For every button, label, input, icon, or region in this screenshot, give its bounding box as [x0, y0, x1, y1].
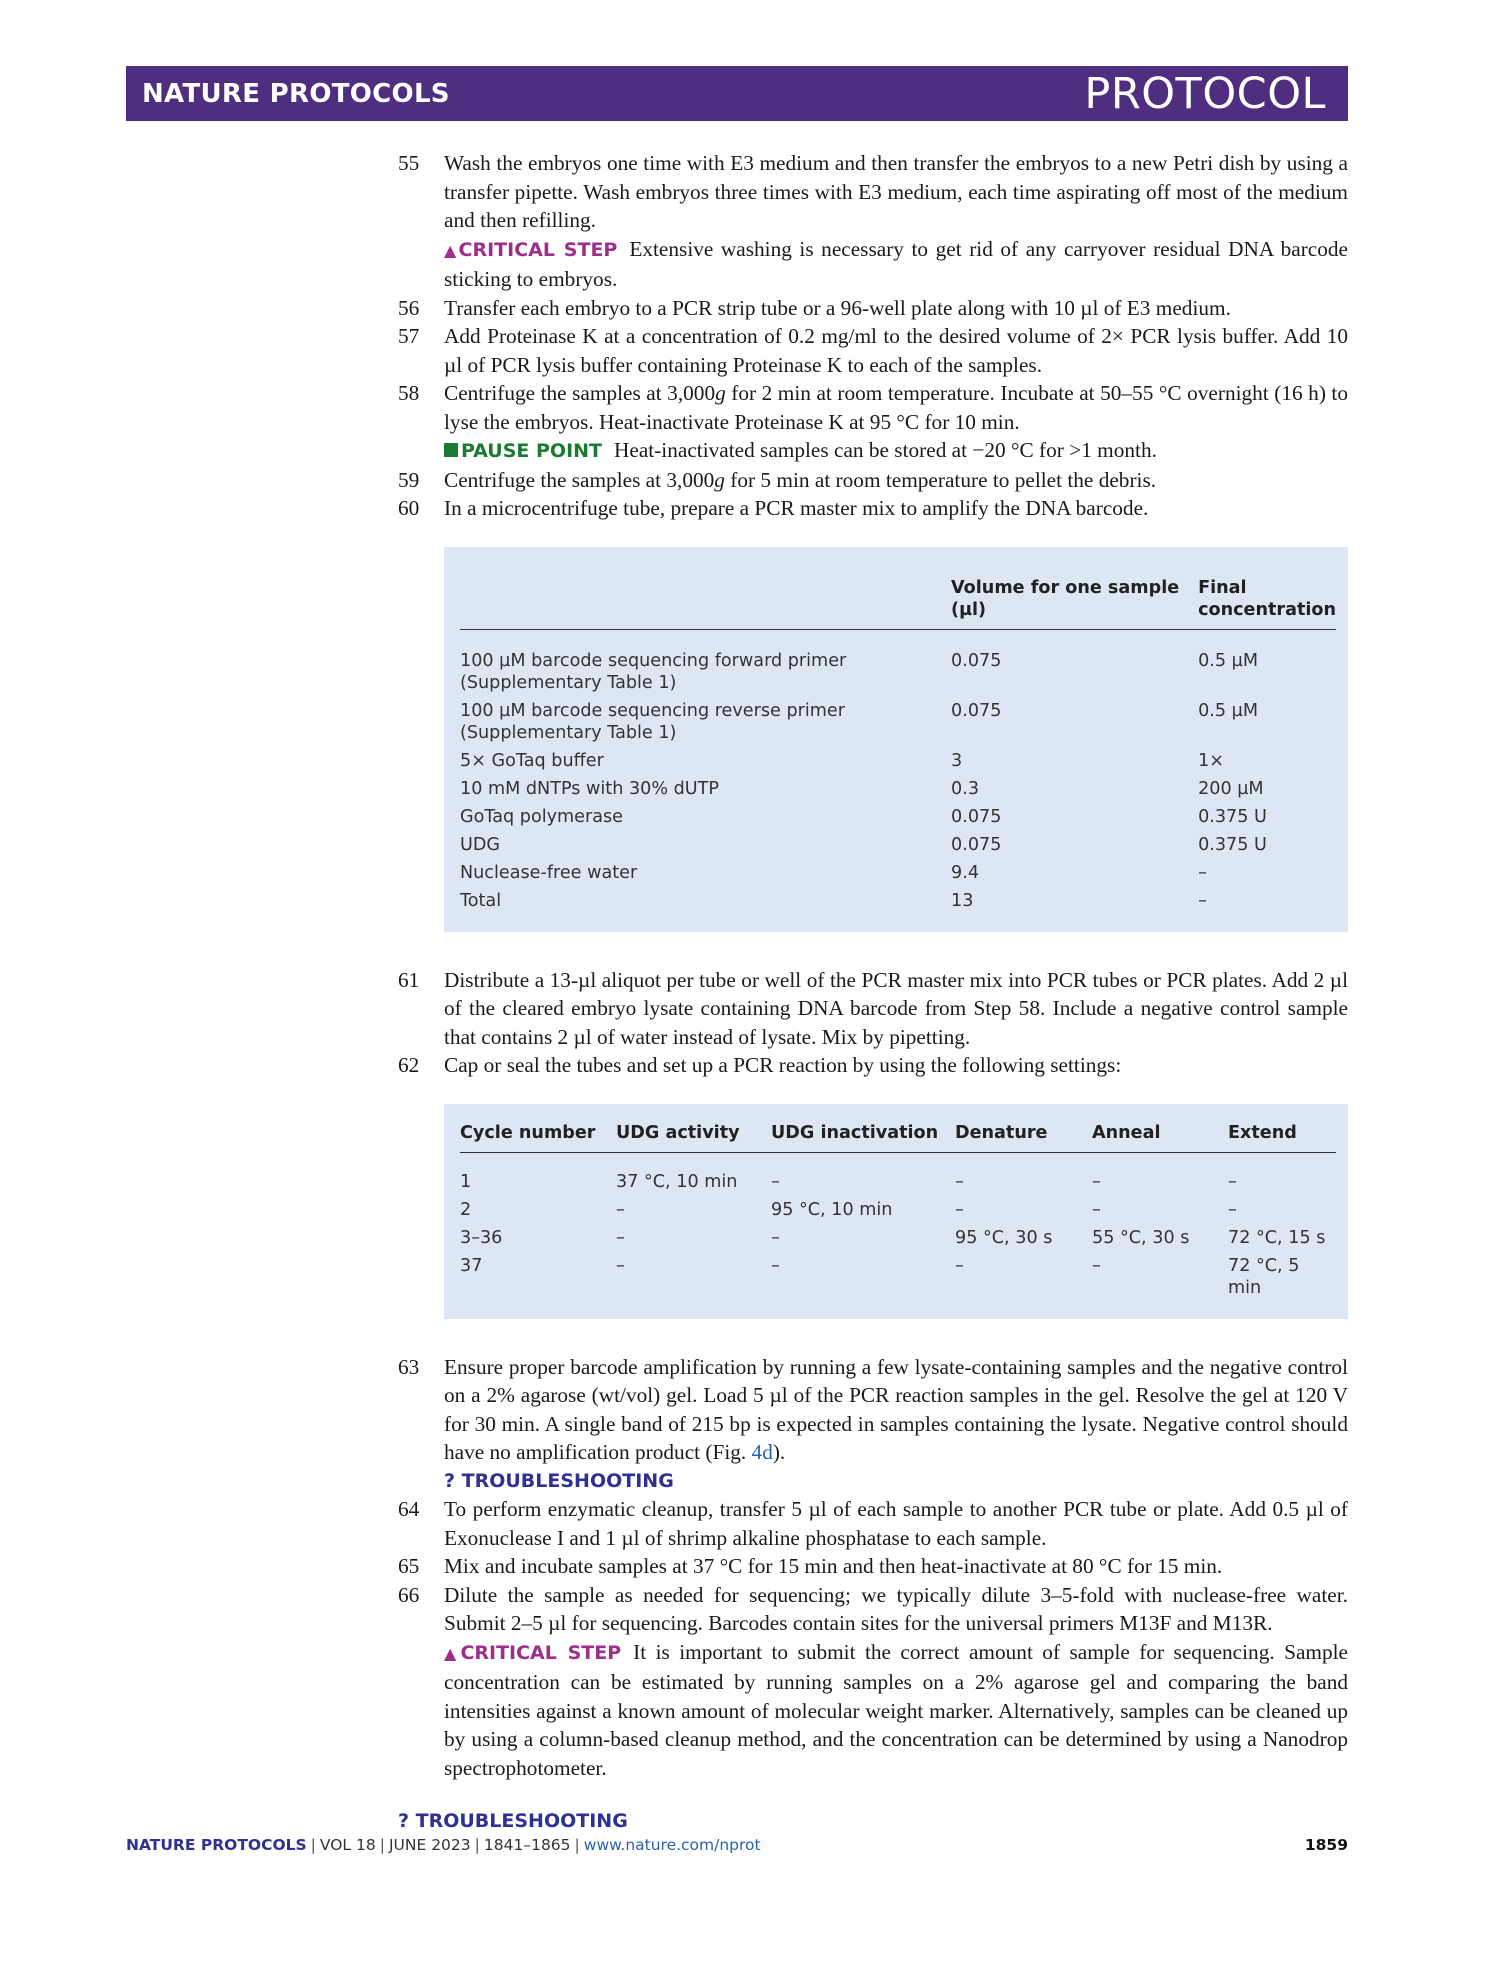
table-cell: 0.375 U [1198, 834, 1267, 855]
table-cell: 0.075 [951, 700, 1002, 721]
step-number: 56 [398, 295, 420, 320]
table-header-cell [460, 561, 951, 630]
pause-point-note [444, 436, 1348, 466]
table-cell: 0.375 U [1198, 806, 1267, 827]
table-cell: 3–36 [460, 1227, 503, 1248]
table-cell: – [1198, 862, 1207, 883]
pause-point-text: Heat-inactivated samples can be stored at −20 °C for >1 month. [614, 438, 1157, 462]
table-cell: GoTaq polymerase [460, 806, 623, 827]
table-cell: – [771, 1227, 780, 1248]
step-number: 62 [398, 1053, 420, 1077]
step-62 [398, 1051, 1348, 1080]
step-60 [398, 494, 1348, 523]
table-cell: – [955, 1199, 964, 1220]
step-text: In a microcentrifuge tube, prepare a PCR master mix to amplify the DNA barcode. [444, 496, 1149, 520]
table-cell: 3 [951, 750, 963, 771]
table-row [460, 806, 1336, 834]
table-cell: – [1092, 1199, 1101, 1220]
table-cell: – [616, 1227, 625, 1248]
table-row [460, 1171, 1336, 1199]
step-text: Centrifuge the samples at 3,000g for 2 min at room temperature. Incubate at 50–55 °C overnight (16 h) to lyse the embryos. Heat-inactivate Proteinase K at 95 °C for 10 min. [444, 381, 1348, 434]
table-header-row [460, 1118, 1336, 1153]
pause-square-icon [444, 443, 458, 457]
step-59 [398, 466, 1348, 495]
critical-step-text: It is important to submit the correct amount of sample for sequencing. Sample concentration can be estimated by running samples on a 2% agarose gel and comparing the band intensities against a known amount of molecular weight marker. Alternatively, samples can be cleaned up by using a column-based cleanup method, and the concentration can be determined by using a Nanodrop spectrophotometer. [444, 1639, 1349, 1780]
footer-journal: NATURE PROTOCOLS [126, 1836, 307, 1854]
warning-triangle-icon: ▲ [444, 1643, 461, 1663]
table-cell: 1× [1198, 750, 1224, 771]
step-text: Centrifuge the samples at 3,000g for 5 min at room temperature to pellet the debris. [444, 467, 1157, 492]
step-63 [398, 1353, 1348, 1496]
table-row [460, 778, 1336, 806]
table-cell: Nuclease-free water [460, 862, 638, 883]
critical-step-text: Extensive washing is necessary to get rid of any carryover residual DNA barcode sticking to embryos. [444, 236, 1348, 291]
step-number: 61 [398, 967, 420, 992]
table-cell: – [955, 1171, 964, 1192]
table-row [460, 650, 1336, 700]
warning-triangle-icon: ▲ [444, 240, 459, 260]
step-text: Ensure proper barcode amplification by running a few lysate-containing samples and the negative control on a 2% agarose (wt/vol) gel. Load 5 µl of the PCR reaction samples in the gel. Resolve the gel at 120 V for 30 min. A single band of 215 bp is expected in samples containing the lysate. Negative control should have no amplification product (Fig. 4d). [444, 1354, 1348, 1464]
troubleshooting-link[interactable]: ? TROUBLESHOOTING [398, 1810, 628, 1832]
pcr-settings-table [444, 1104, 1348, 1319]
table-cell: – [1228, 1199, 1237, 1220]
critical-step-note [444, 1638, 1348, 1783]
table-cell: 5× GoTaq buffer [460, 750, 604, 771]
table-row [460, 1227, 1336, 1255]
table-cell: 13 [951, 890, 974, 911]
step-number: 65 [398, 1554, 420, 1578]
step-number: 58 [398, 381, 420, 405]
table-cell: 0.5 µM [1198, 650, 1259, 671]
table-cell: 0.075 [951, 650, 1002, 671]
table-cell: 2 [460, 1199, 472, 1220]
step-number: 66 [398, 1582, 420, 1607]
table-cell: – [1092, 1255, 1101, 1276]
table-header-cell: Anneal [1092, 1118, 1228, 1153]
table-cell: 9.4 [951, 862, 980, 883]
page-footer [126, 1836, 1348, 1854]
footer-citation: NATURE PROTOCOLS | VOL 18 | JUNE 2023 | 1841–1865 | www.nature.com/nprot [126, 1836, 761, 1854]
table-cell: 37 [460, 1255, 483, 1276]
table-row [460, 862, 1336, 890]
step-55 [398, 149, 1348, 294]
table-cell: – [1228, 1171, 1237, 1192]
step-number: 64 [398, 1497, 420, 1521]
table-row [460, 1255, 1336, 1305]
critical-step-label: CRITICAL STEP [458, 238, 618, 261]
step-number: 63 [398, 1354, 420, 1379]
table-header-cell: Cycle number [460, 1118, 616, 1153]
protocol-content [398, 149, 1348, 1832]
table-cell: 0.5 µM [1198, 700, 1259, 721]
table-row [460, 890, 1336, 918]
table-header-cell: Extend [1228, 1118, 1336, 1153]
footer-pages: 1841–1865 [483, 1836, 571, 1854]
table-row [460, 700, 1336, 750]
table-cell: 100 µM barcode sequencing forward primer (Supplementary Table 1) [460, 650, 847, 693]
critical-step-label: CRITICAL STEP [460, 1641, 622, 1664]
footer-url-link[interactable]: www.nature.com/nprot [583, 1836, 761, 1854]
step-58 [398, 379, 1348, 466]
table-row [460, 750, 1336, 778]
table-cell: – [1198, 890, 1207, 911]
step-text: Cap or seal the tubes and set up a PCR reaction by using the following settings: [444, 1053, 1122, 1077]
table-cell: – [616, 1199, 625, 1220]
table-cell: 37 °C, 10 min [616, 1171, 738, 1192]
step-64 [398, 1495, 1348, 1552]
table-cell: 10 mM dNTPs with 30% dUTP [460, 778, 720, 799]
step-number: 59 [398, 467, 420, 492]
table-cell: 200 µM [1198, 778, 1264, 799]
troubleshooting-link[interactable]: ? TROUBLESHOOTING [444, 1469, 674, 1492]
critical-step-note [444, 235, 1348, 294]
table-cell: 0.075 [951, 834, 1002, 855]
article-type: PROTOCOL [1084, 68, 1326, 119]
table-cell: 72 °C, 15 s [1228, 1227, 1326, 1248]
step-number: 60 [398, 496, 420, 520]
table-cell: 1 [460, 1171, 472, 1192]
step-57 [398, 322, 1348, 379]
table-cell: 95 °C, 10 min [771, 1199, 893, 1220]
table-cell: 55 °C, 30 s [1092, 1227, 1190, 1248]
table-cell: UDG [460, 834, 501, 855]
step-text: Distribute a 13-µl aliquot per tube or well of the PCR master mix into PCR tubes or PCR plates. Add 2 µl of the cleared embryo lysate containing DNA barcode from Step 58. Include a negative control sample that contains 2 µl of water instead of lysate. Mix by pipetting. [444, 967, 1348, 1049]
table-cell: – [771, 1171, 780, 1192]
footer-volume: VOL 18 [319, 1836, 376, 1854]
step-text: Wash the embryos one time with E3 medium and then transfer the embryos to a new Petri dish by using a transfer pipette. Wash embryos three times with E3 medium, each time aspirating off most of the medium and then refilling. [444, 151, 1348, 232]
table-header-row [460, 561, 1336, 630]
page-number: 1859 [1304, 1836, 1348, 1854]
step-text: Add Proteinase K at a concentration of 0.2 mg/ml to the desired volume of 2× PCR lysis buffer. Add 10 µl of PCR lysis buffer containing Proteinase K to each of the samples. [444, 324, 1348, 377]
footer-date: JUNE 2023 [388, 1836, 471, 1854]
table-header-cell: Denature [955, 1118, 1092, 1153]
step-text: Transfer each embryo to a PCR strip tube or a 96-well plate along with 10 µl of E3 medium. [444, 295, 1231, 320]
table-cell: 0.075 [951, 806, 1002, 827]
step-number: 57 [398, 324, 420, 348]
table-header-cell: Volume for one sample (µl) [951, 561, 1198, 630]
pause-point-label: PAUSE POINT [461, 440, 603, 462]
step-65 [398, 1552, 1348, 1581]
table-cell: – [955, 1255, 964, 1276]
table-cell: – [771, 1255, 780, 1276]
table-cell: – [616, 1255, 625, 1276]
table-cell: 72 °C, 5 min [1228, 1255, 1300, 1298]
master-mix-table [444, 547, 1348, 932]
table-row [460, 834, 1336, 862]
table-cell: Total [460, 890, 502, 911]
step-56 [398, 294, 1348, 323]
table-header-cell: UDG activity [616, 1118, 771, 1153]
journal-name: NATURE PROTOCOLS [142, 78, 450, 109]
step-text: To perform enzymatic cleanup, transfer 5 µl of each sample to another PCR tube or plate. Add 0.5 µl of Exonuclease I and 1 µl of shrimp alkaline phosphatase to each sample. [444, 1497, 1348, 1550]
step-number: 55 [398, 151, 420, 175]
table-cell: – [1092, 1171, 1101, 1192]
page-header [126, 66, 1348, 121]
step-61 [398, 966, 1348, 1052]
table-cell: 0.3 [951, 778, 980, 799]
table-cell: 95 °C, 30 s [955, 1227, 1053, 1248]
step-text: Dilute the sample as needed for sequencing; we typically dilute 3–5-fold with nuclease-free water. Submit 2–5 µl for sequencing. Barcodes contain sites for the universal primers M13F and M13R. [444, 1582, 1348, 1635]
table-cell: 100 µM barcode sequencing reverse primer (Supplementary Table 1) [460, 700, 845, 743]
step-text: Mix and incubate samples at 37 °C for 15 min and then heat-inactivate at 80 °C for 15 min. [444, 1554, 1223, 1578]
table-row [460, 1199, 1336, 1227]
step-66 [398, 1581, 1348, 1783]
table-header-cell: Final concentration [1198, 561, 1336, 630]
figure-link[interactable]: 4d [751, 1440, 773, 1464]
table-header-cell: UDG inactivation [771, 1118, 955, 1153]
